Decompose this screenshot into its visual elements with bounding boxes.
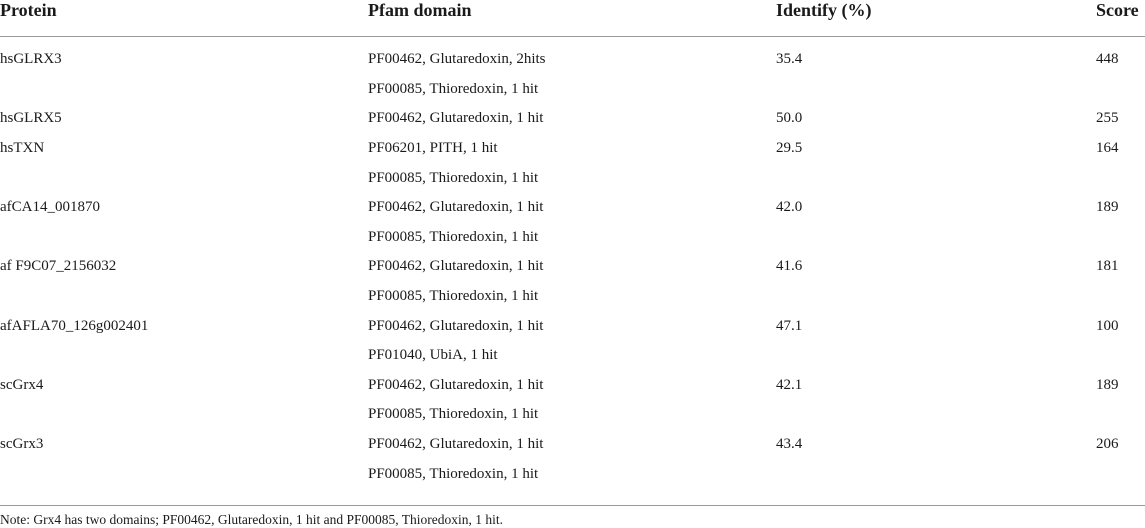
table-row — [0, 430, 1145, 460]
cell-identity: 42.1 — [776, 376, 803, 393]
cell-identity — [776, 341, 1096, 371]
cell-protein: scGrx4 — [0, 376, 44, 393]
cell-score — [1096, 459, 1145, 489]
cell-pfam-domain: PF00085, Thioredoxin, 1 hit — [368, 465, 539, 482]
table-row — [0, 311, 1145, 341]
cell-score — [1096, 163, 1145, 193]
cell-identity: 41.6 — [776, 258, 803, 275]
cell-identity: 29.5 — [776, 140, 803, 157]
cell-pfam-domain: PF00085, Thioredoxin, 1 hit — [368, 228, 539, 245]
cell-score: 189 — [1096, 199, 1119, 216]
table-row — [0, 104, 1145, 134]
table-body — [0, 37, 1145, 489]
header-pfam-domain: Pfam domain — [368, 0, 776, 37]
cell-protein: hsTXN — [0, 140, 45, 157]
cell-identity: 42.0 — [776, 199, 803, 216]
cell-protein — [0, 400, 368, 430]
cell-identity — [776, 459, 1096, 489]
cell-protein: hsGLRX5 — [0, 110, 62, 127]
cell-protein — [0, 75, 368, 105]
cell-score — [1096, 400, 1145, 430]
cell-identity: 50.0 — [776, 110, 803, 127]
cell-identity — [776, 400, 1096, 430]
cell-score — [1096, 75, 1145, 105]
cell-protein — [0, 341, 368, 371]
table-row — [0, 252, 1145, 282]
cell-identity — [776, 223, 1096, 253]
cell-score: 448 — [1096, 51, 1119, 68]
table-header — [0, 0, 1145, 37]
cell-protein — [0, 282, 368, 312]
cell-identity — [776, 282, 1096, 312]
table-row — [0, 223, 1145, 253]
cell-score: 206 — [1096, 436, 1119, 453]
table-row — [0, 400, 1145, 430]
table-row — [0, 193, 1145, 223]
cell-pfam-domain: PF00085, Thioredoxin, 1 hit — [368, 169, 539, 186]
cell-protein: afAFLA70_126g002401 — [0, 317, 149, 334]
table-bottom-rule — [0, 505, 1145, 506]
cell-score: 100 — [1096, 317, 1119, 334]
cell-pfam-domain: PF00462, Glutaredoxin, 1 hit — [368, 258, 544, 275]
cell-pfam-domain: PF06201, PITH, 1 hit — [368, 140, 498, 157]
cell-score — [1096, 223, 1145, 253]
table-row — [0, 341, 1145, 371]
table-note: Note: Grx4 has two domains; PF00462, Glutaredoxin, 1 hit and PF00085, Thioredoxin, 1 hit. — [0, 512, 503, 527]
header-score: Score — [1096, 0, 1145, 37]
cell-protein: af F9C07_2156032 — [0, 258, 117, 275]
table-row — [0, 282, 1145, 312]
cell-pfam-domain: PF00462, Glutaredoxin, 1 hit — [368, 376, 544, 393]
table-row — [0, 371, 1145, 401]
header-row — [0, 0, 1145, 37]
cell-pfam-domain: PF01040, UbiA, 1 hit — [368, 347, 498, 364]
cell-score: 255 — [1096, 110, 1119, 127]
cell-score: 164 — [1096, 140, 1119, 157]
cell-identity — [776, 163, 1096, 193]
cell-identity: 43.4 — [776, 436, 803, 453]
cell-pfam-domain: PF00085, Thioredoxin, 1 hit — [368, 288, 539, 305]
cell-score — [1096, 341, 1145, 371]
table-row — [0, 163, 1145, 193]
cell-pfam-domain: PF00462, Glutaredoxin, 1 hit — [368, 436, 544, 453]
table-row — [0, 134, 1145, 164]
cell-pfam-domain: PF00085, Thioredoxin, 1 hit — [368, 406, 539, 423]
cell-pfam-domain: PF00462, Glutaredoxin, 1 hit — [368, 317, 544, 334]
cell-protein: hsGLRX3 — [0, 51, 62, 68]
header-protein: Protein — [0, 0, 368, 37]
cell-score: 181 — [1096, 258, 1119, 275]
cell-pfam-domain: PF00462, Glutaredoxin, 2hits — [368, 51, 546, 68]
cell-identity: 47.1 — [776, 317, 803, 334]
cell-protein: scGrx3 — [0, 436, 44, 453]
header-identity: Identify (%) — [776, 0, 1096, 37]
table-row — [0, 37, 1145, 75]
cell-protein — [0, 459, 368, 489]
cell-identity — [776, 75, 1096, 105]
cell-pfam-domain: PF00085, Thioredoxin, 1 hit — [368, 80, 539, 97]
cell-score — [1096, 282, 1145, 312]
cell-score: 189 — [1096, 376, 1119, 393]
cell-pfam-domain: PF00462, Glutaredoxin, 1 hit — [368, 110, 544, 127]
table-row — [0, 459, 1145, 489]
cell-protein — [0, 223, 368, 253]
cell-protein — [0, 163, 368, 193]
cell-pfam-domain: PF00462, Glutaredoxin, 1 hit — [368, 199, 544, 216]
cell-protein: afCA14_001870 — [0, 199, 100, 216]
table-row — [0, 75, 1145, 105]
cell-identity: 35.4 — [776, 51, 803, 68]
